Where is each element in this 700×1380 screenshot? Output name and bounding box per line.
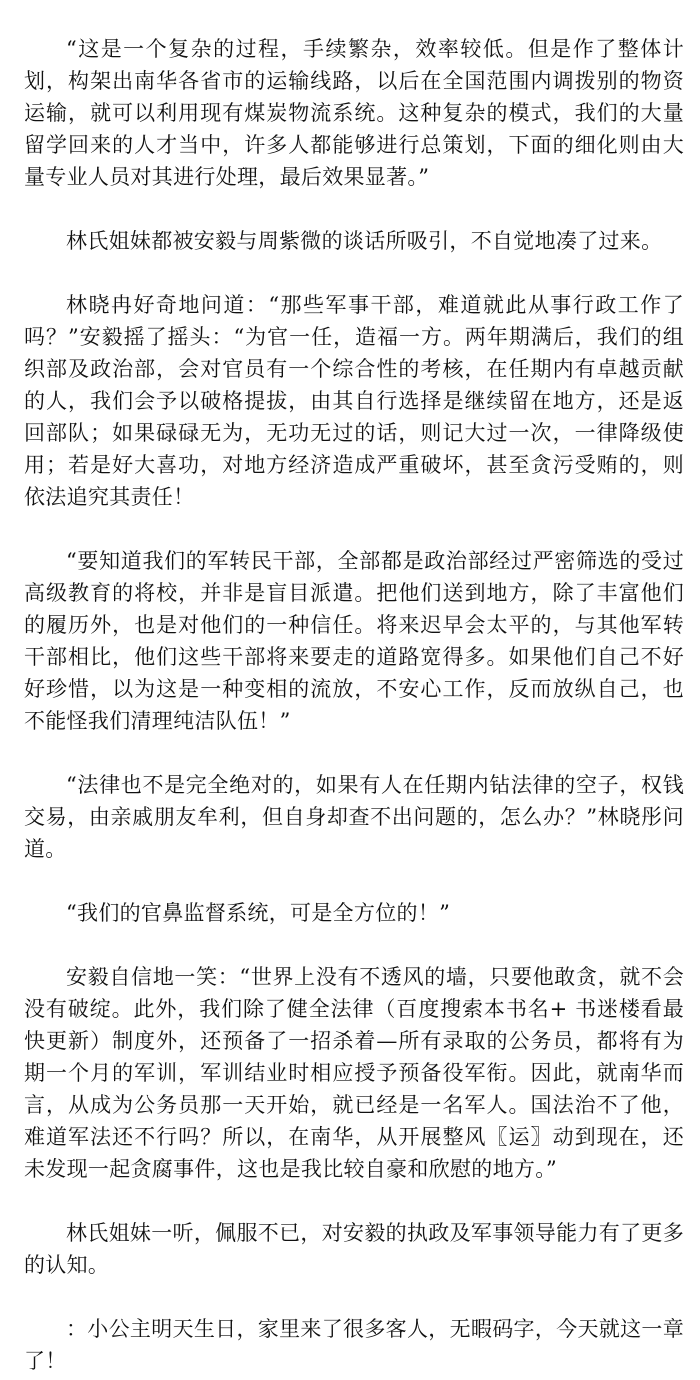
paragraph-8: 林氏姐妹一听，佩服不已，对安毅的执政及军事领导能力有了更多的认知。 [24,1221,684,1277]
paragraph-1: “这是一个复杂的过程，手续繁杂，效率较低。但是作了整体计划，构架出南华各省市的运输线路，以后在全国范围内调拨别的物资运输，就可以利用现有煤炭物流系统。这种复杂的模式，我们的大量留学回来的人才当中，许多人都能够进行总策划，下面的细化则由大量专业人员对其进行处理，最后效果显著。” [24,37,684,189]
paragraph-3: 林晓冉好奇地问道：“那些军事干部，难道就此从事行政工作了吗？”安毅摇了摇头：“为官一任，造福一方。两年期满后，我们的组织部及政治部，会对官员有一个综合性的考核，在任期内有卓越贡献的人，我们会予以破格提拔，由其自行选择是继续留在地方，还是返回部队；如果碌碌无为，无功无过的话，则记大过一次，一律降级使用；若是好大喜功，对地方经济造成严重破坏，甚至贪污受贿的，则依法追究其责任！ [24,293,684,509]
paragraph-2: 林氏姐妹都被安毅与周紫微的谈话所吸引，不自觉地凑了过来。 [66,229,663,253]
author-note: ：小公主明天生日，家里来了很多客人，无暇码字，今天就这一章了！ [24,1317,684,1373]
paragraph-7: 安毅自信地一笑：“世界上没有不透风的墙，只要他敢贪，就不会没有破绽。此外，我们除了健全法律（百度搜索本书名+ 书迷楼看最快更新）制度外，还预备了一招杀着—所有录取的公务员，都将有为期一个月的军训，军训结业时相应授予预备役军衔。因此，就南华而言，从成为公务员那一天开始，就已经是一名军人。国法治不了他，难道军法还不行吗？所以，在南华，从开展整风〖运〗动到现在，还未发现一起贪腐事件，这也是我比较自豪和欣慰的地方。” [24,965,684,1181]
paragraph-4: “要知道我们的军转民干部，全部都是政治部经过严密筛选的受过高级教育的将校，并非是盲目派遣。把他们送到地方，除了丰富他们的履历外，也是对他们的一种信任。将来迟早会太平的，与其他军转干部相比，他们这些干部将来要走的道路宽得多。如果他们自己不好好珍惜，以为这是一种变相的流放，不安心工作，反而放纵自己，也不能怪我们清理纯洁队伍！” [24,549,684,733]
paragraph-5: “法律也不是完全绝对的，如果有人在任期内钻法律的空子，权钱交易，由亲戚朋友牟利，但自身却查不出问题的，怎么办？”林晓彤问道。 [24,773,684,861]
paragraph-6: “我们的官鼻监督系统，可是全方位的！” [66,901,451,925]
chapter-text [24,33,684,1377]
